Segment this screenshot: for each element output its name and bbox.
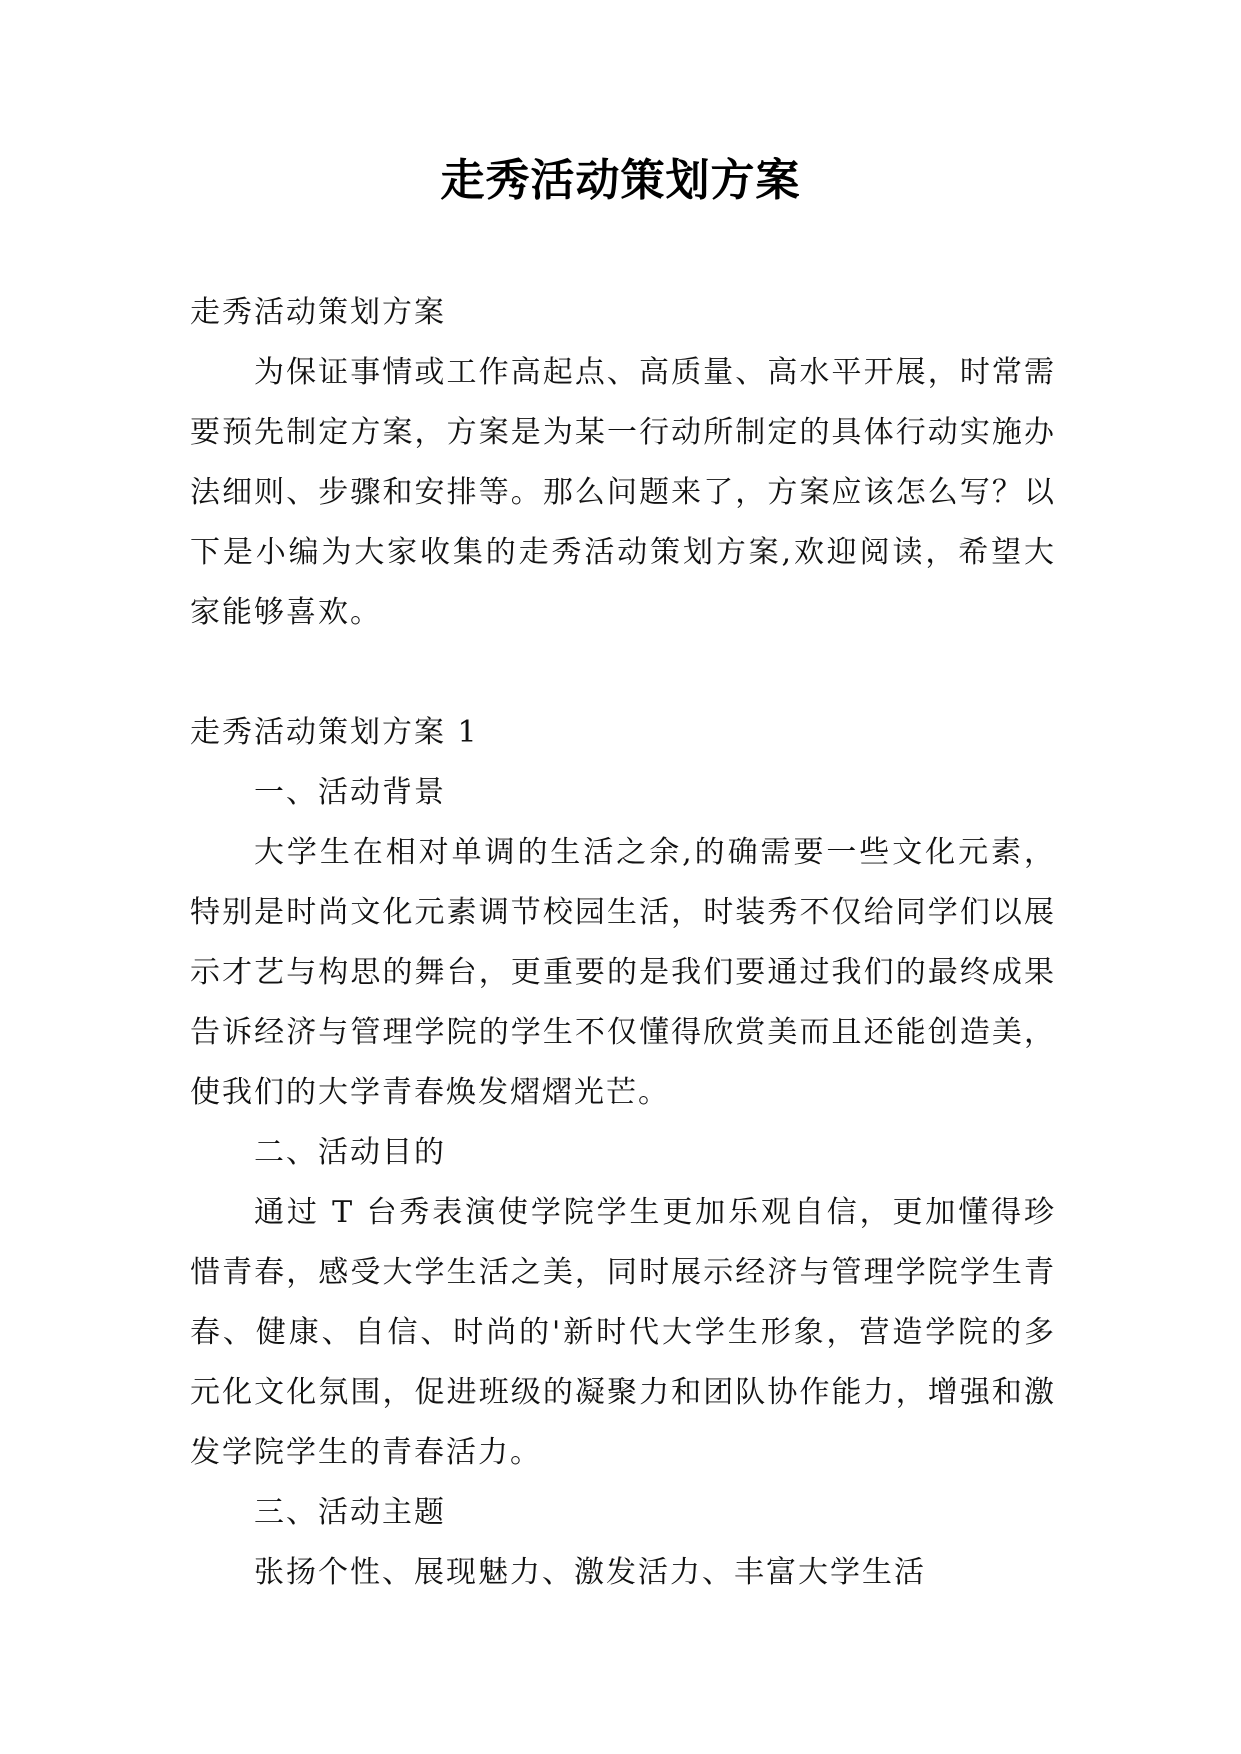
intro-paragraph: 为保证事情或工作高起点、高质量、高水平开展，时常需要预先制定方案，方案是为某一行动所制定的具体行动实施办法细则、步骤和安排等。那么问题来了，方案应该怎么写？以下是小编为大家收集的走秀活动策划方案,欢迎阅读，希望大家能够喜欢。 <box>190 355 1056 630</box>
subheading-purpose: 二、活动目的 <box>254 1135 446 1170</box>
background-paragraph: 大学生在相对单调的生活之余,的确需要一些文化元素，特别是时尚文化元素调节校园生活，时装秀不仅给同学们以展示才艺与构思的舞台，更重要的是我们要通过我们的最终成果告诉经济与管理学院的学生不仅懂得欣赏美而且还能创造美，使我们的大学青春焕发熠熠光芒。 <box>190 835 1056 1110</box>
document-title: 走秀活动策划方案 <box>440 155 801 206</box>
theme-paragraph: 张扬个性、展现魅力、激发活力、丰富大学生活 <box>254 1555 926 1590</box>
document-body <box>190 283 1056 1603</box>
purpose-paragraph: 通过 T 台秀表演使学院学生更加乐观自信，更加懂得珍惜青春，感受大学生活之美，同时展示经济与管理学院学生青春、健康、自信、时尚的'新时代大学生形象，营造学院的多元化文化氛围，促进班级的凝聚力和团队协作能力，增强和激发学院学生的青春活力。 <box>190 1195 1056 1470</box>
intro-heading: 走秀活动策划方案 <box>190 295 446 330</box>
section-heading: 走秀活动策划方案 1 <box>190 715 479 750</box>
subheading-background: 一、活动背景 <box>254 775 446 810</box>
paragraph-spacer <box>190 643 1056 703</box>
subheading-theme: 三、活动主题 <box>254 1495 446 1530</box>
